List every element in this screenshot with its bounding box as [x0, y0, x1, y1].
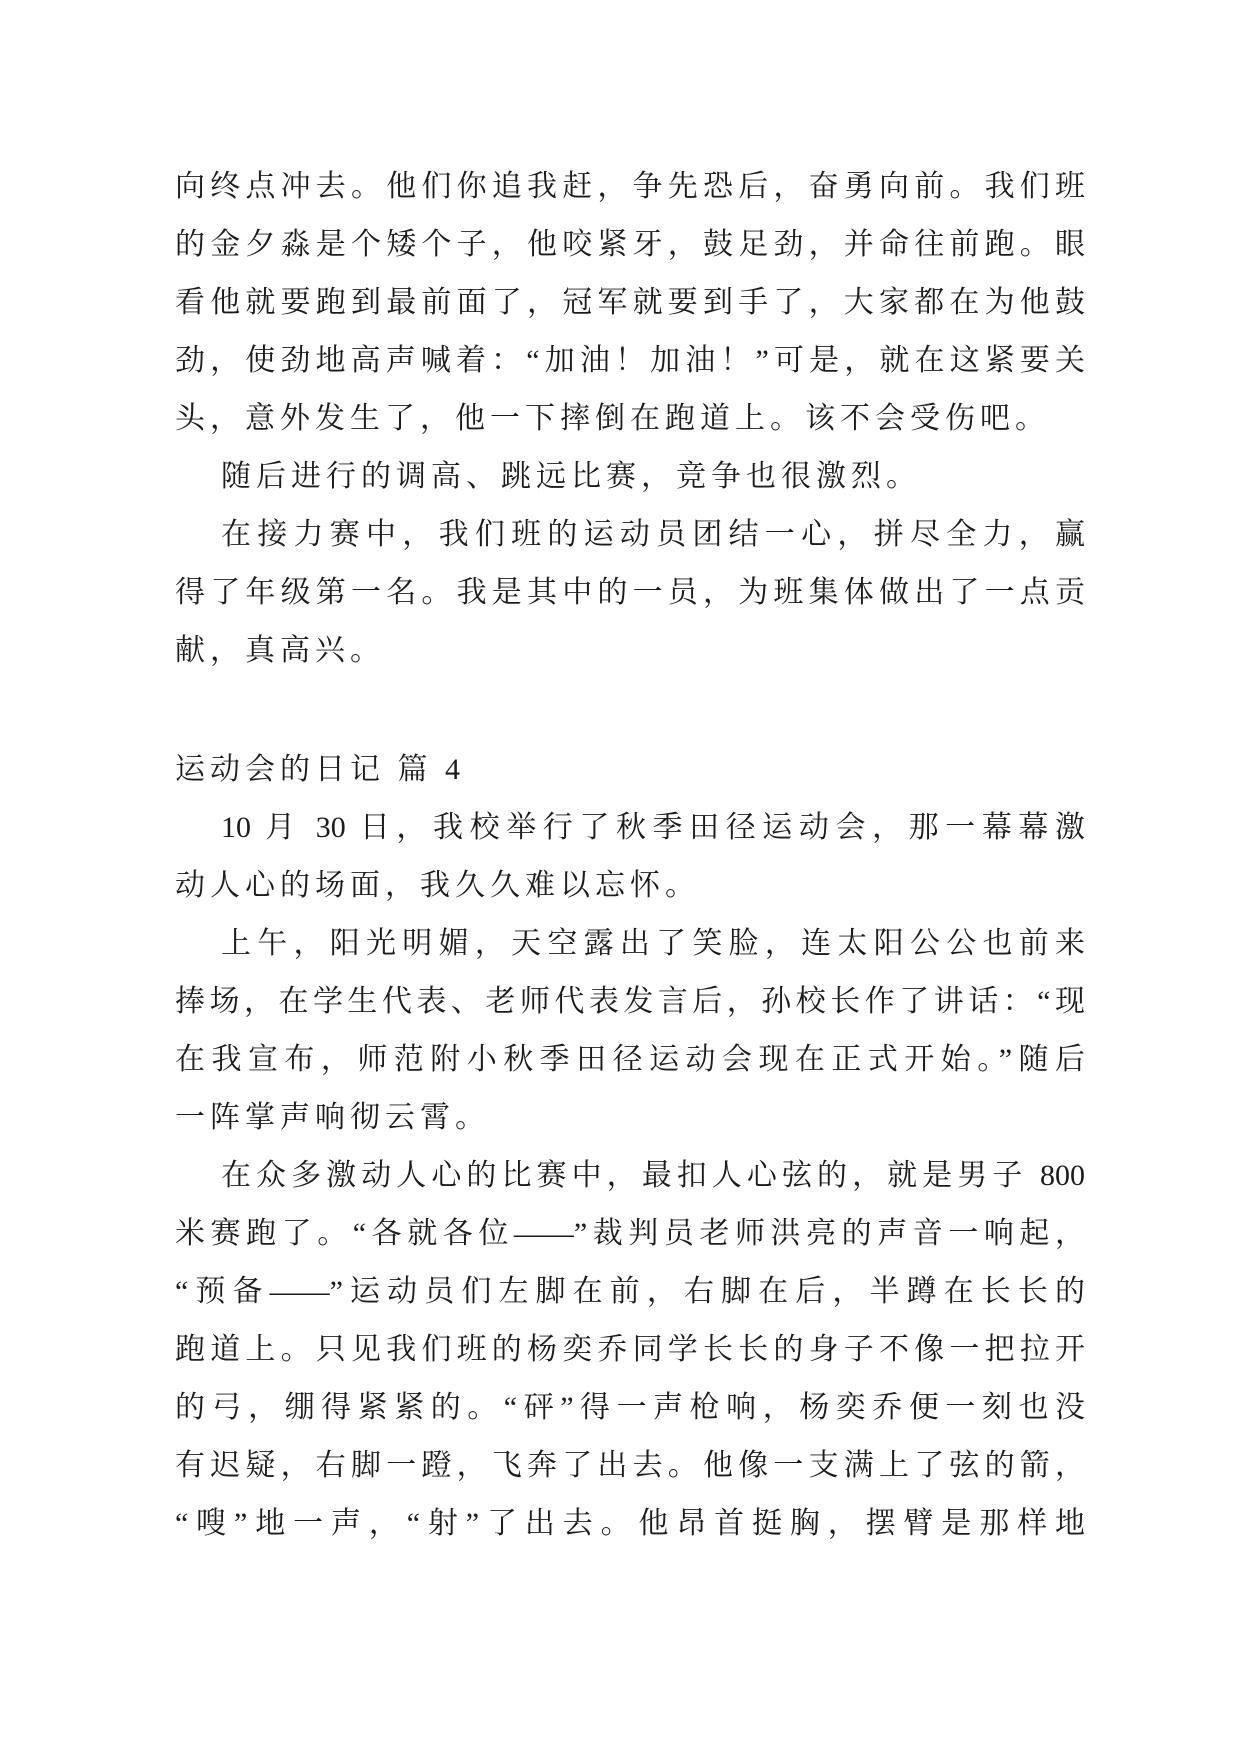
text-line: 向终点冲去。他们你追我赶，争先恐后，奋勇向前。我们班	[175, 170, 1085, 203]
text-line: 米赛跑了。“各就各位——”裁判员老师洪亮的声音一响起，	[175, 1217, 1085, 1250]
text-line: 在接力赛中，我们班的运动员团结一心，拼尽全力，赢	[221, 518, 1085, 551]
text-line: “预备——”运动员们左脚在前，右脚在后，半蹲在长长的	[175, 1275, 1085, 1308]
paragraph	[175, 915, 1085, 1147]
text-line: 有迟疑，右脚一蹬，飞奔了出去。他像一支满上了弦的箭，	[175, 1449, 1085, 1482]
section-heading	[175, 741, 1085, 799]
paragraph	[175, 448, 1085, 506]
text-line: 头，意外发生了，他一下摔倒在跑道上。该不会受伤吧。	[175, 402, 1050, 435]
text-line: 跑道上。只见我们班的杨奕乔同学长长的身子不像一把拉开	[175, 1333, 1085, 1366]
text-line: 的金夕淼是个矮个子，他咬紧牙，鼓足劲，并命往前跑。眼	[175, 228, 1085, 261]
text-line: 随后进行的调高、跳远比赛，竞争也很激烈。	[221, 460, 921, 493]
document-content	[175, 158, 1085, 1553]
text-line: 捧场，在学生代表、老师代表发言后，孙校长作了讲话：“现	[175, 985, 1085, 1018]
text-line: 10 月 30 日，我校举行了秋季田径运动会，那一幕幕激	[221, 811, 1085, 844]
text-line: 上午，阳光明媚，天空露出了笑脸，连太阳公公也前来	[221, 927, 1085, 960]
text-line: 在我宣布，师范附小秋季田径运动会现在正式开始。”随后	[175, 1043, 1085, 1076]
text-line: 得了年级第一名。我是其中的一员，为班集体做出了一点贡	[175, 576, 1085, 609]
paragraph	[175, 158, 1085, 448]
text-line: 看他就要跑到最前面了，冠军就要到手了，大家都在为他鼓	[175, 286, 1085, 319]
heading-text-line: 运动会的日记 篇 4	[175, 753, 465, 786]
text-line: 一阵掌声响彻云霄。	[175, 1101, 490, 1134]
text-line: “嗖”地一声，“射”了出去。他昂首挺胸，摆臂是那样地	[175, 1507, 1085, 1540]
text-line: 在众多激动人心的比赛中，最扣人心弦的，就是男子 800	[221, 1159, 1085, 1192]
text-line: 动人心的场面，我久久难以忘怀。	[175, 869, 700, 902]
paragraph	[175, 1147, 1085, 1553]
paragraph	[175, 799, 1085, 915]
text-line: 的弓，绷得紧紧的。“砰”得一声枪响，杨奕乔便一刻也没	[175, 1391, 1085, 1424]
text-line: 劲，使劲地高声喊着：“加油！加油！”可是，就在这紧要关	[175, 344, 1085, 377]
paragraph	[175, 506, 1085, 680]
text-line: 献，真高兴。	[175, 634, 385, 667]
